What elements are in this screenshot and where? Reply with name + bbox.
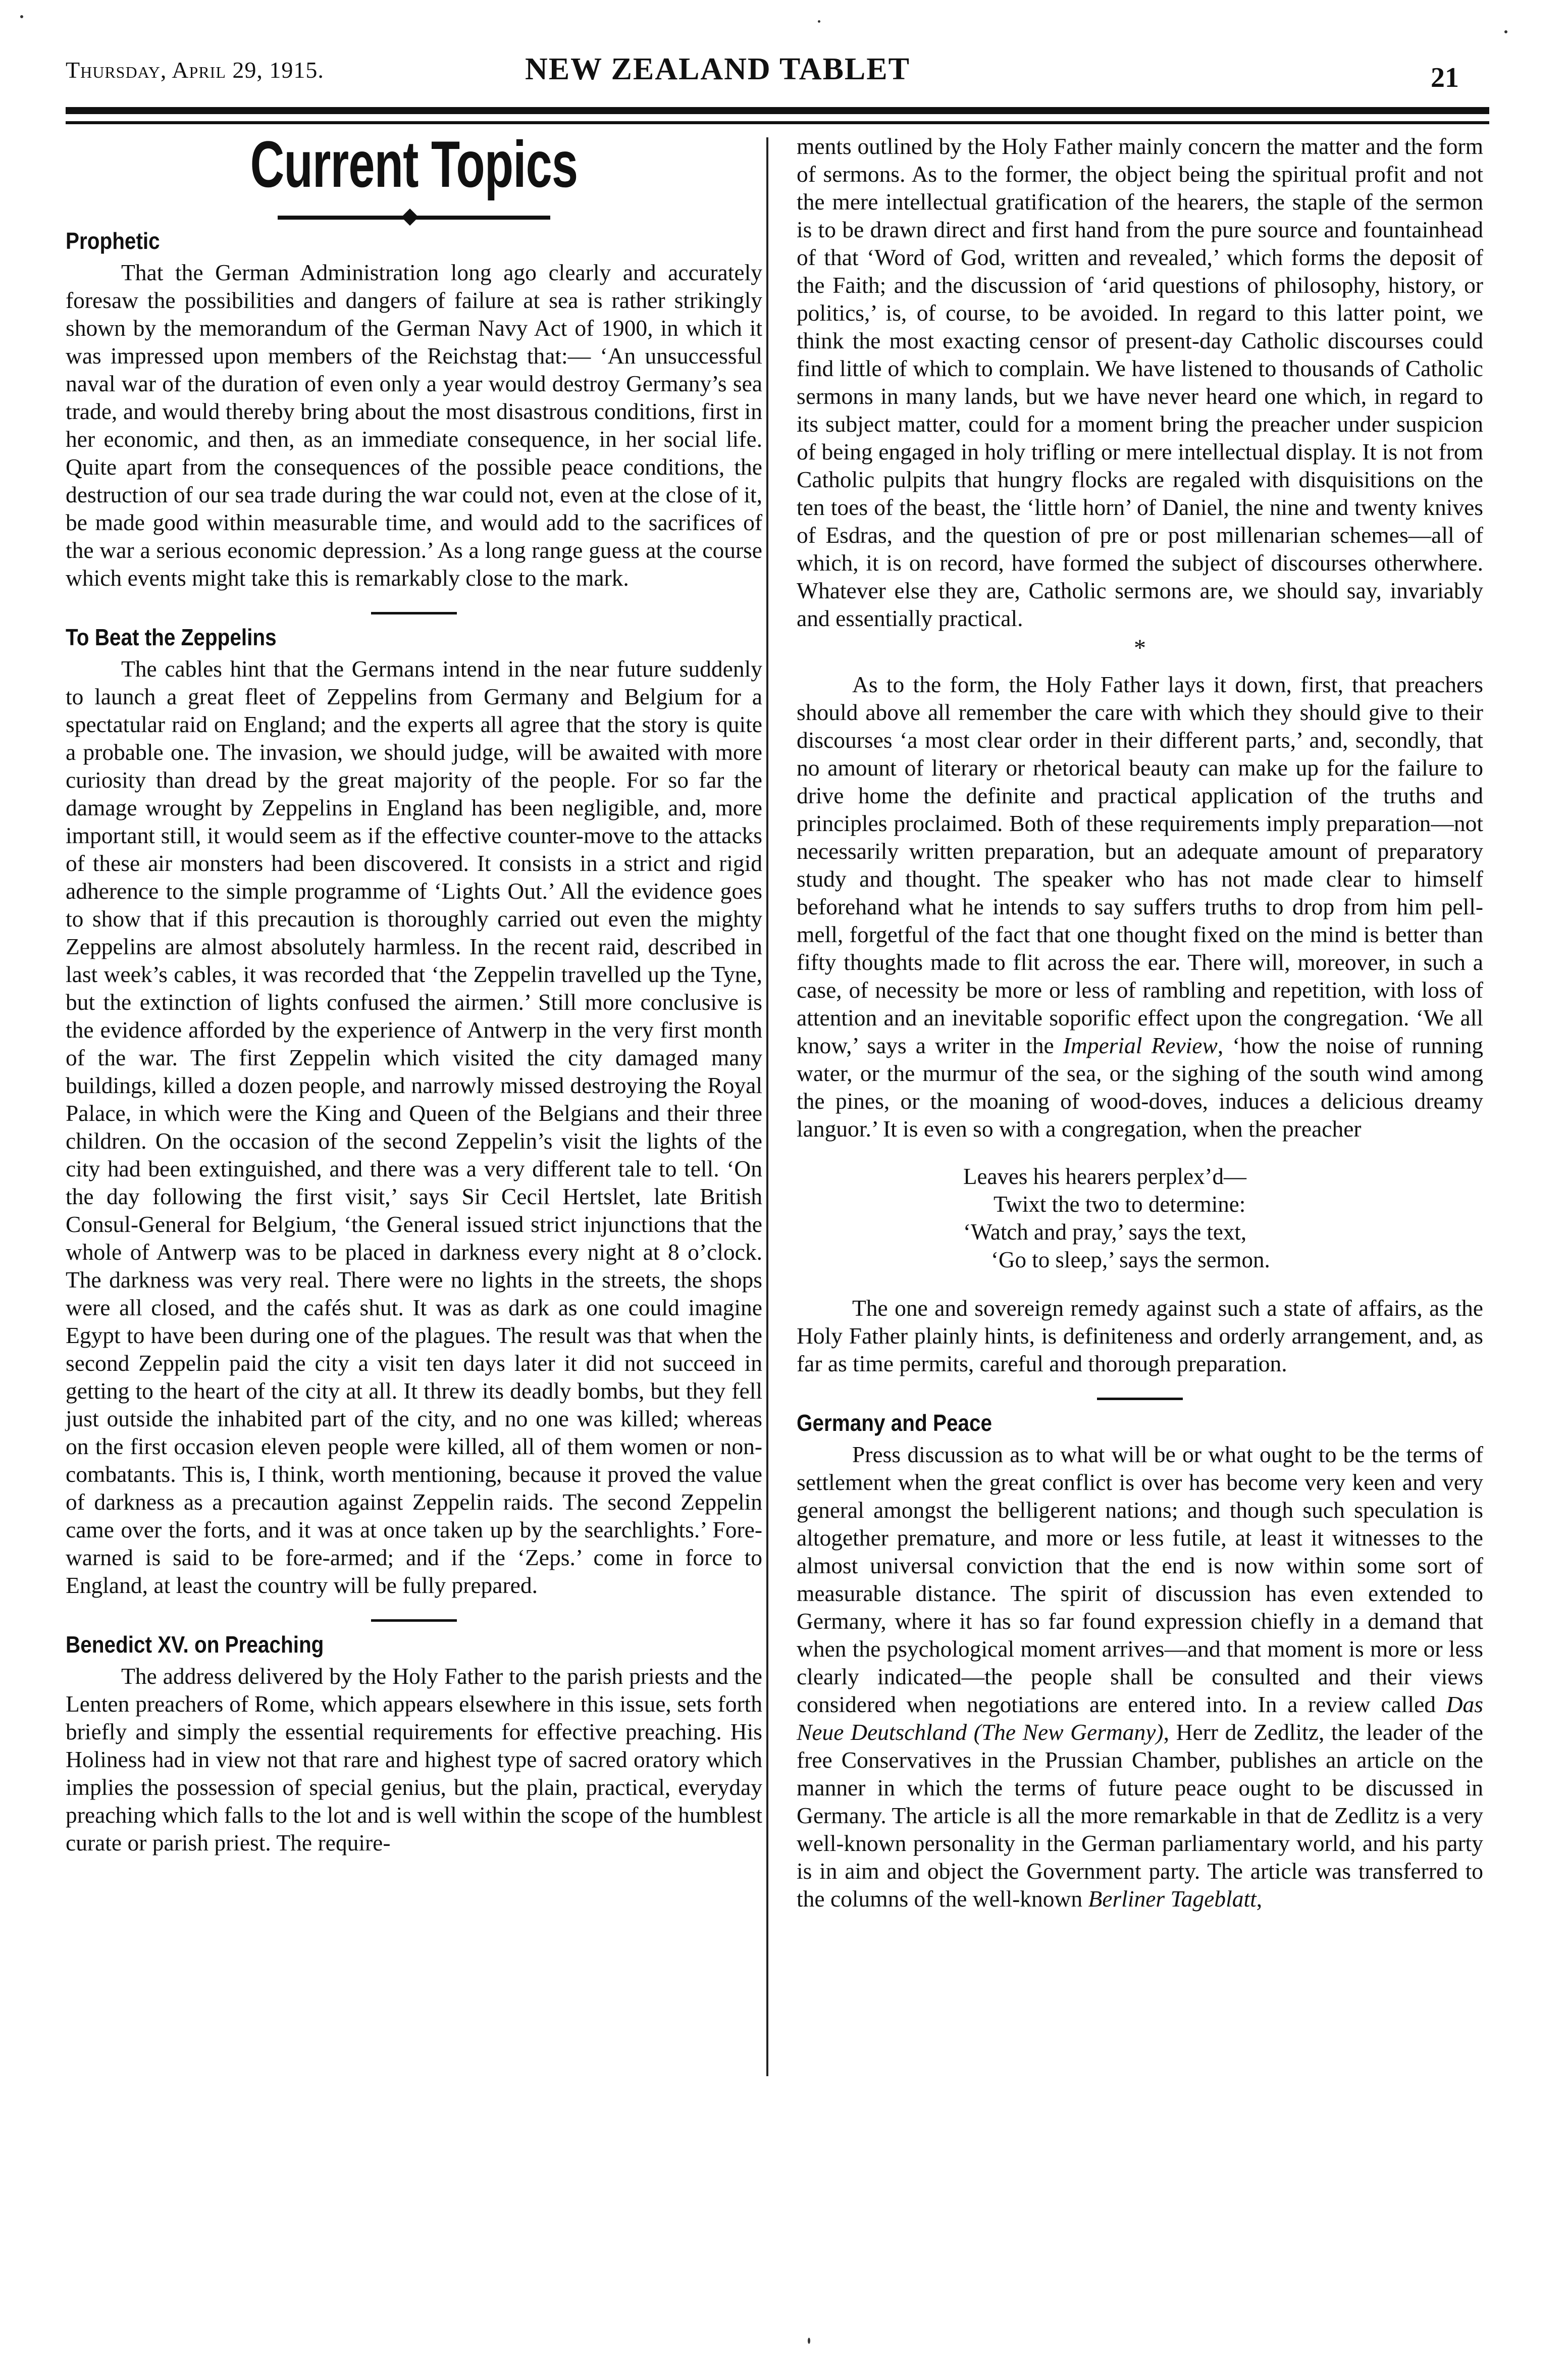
page-title: Current Topics bbox=[250, 127, 578, 201]
asterisk-divider: * bbox=[1134, 635, 1146, 661]
verse-line: Leaves his hearers perplex’d— bbox=[963, 1164, 1247, 1189]
section-heading: Benedict XV. on Preaching bbox=[66, 1631, 324, 1658]
publication-name-italic: Berliner Tageblatt bbox=[1088, 1886, 1257, 1912]
right-column bbox=[797, 132, 1483, 1913]
masthead bbox=[66, 50, 1489, 106]
paragraph-text: , ‘how the noise of running water, or the murmur of the sea, or the sighing of the south wind among the pines, or the moaning of wood-doves, induces a delicious dreamy languor.’ It is even so with a congregation, when the preacher bbox=[797, 1033, 1483, 1142]
publication-name-italic: Imperial Review bbox=[1063, 1033, 1218, 1058]
masthead-rule-thin bbox=[66, 121, 1489, 124]
article-paragraph: That the German Administration long ago clearly and accurately foresaw the possibilities and dangers of failure at sea is rather strikingly shown by the memorandum of the German Navy Act of 1900, in which it was impressed upon members of the Reichstag that:— ‘An unsuccessful naval war of the duration of even only a year would destroy Germany’s sea trade, and would thereby bring about the most disastrous conditions, first in her economic, and then, as an immediate consequence, in her social life. Quite apart from the consequences of the possible peace conditions, the destruction of our sea trade during the war could not, even at the close of it, be made good within measurable time, and would add to the sacrifices of the war a serious economic depression.’ As a long range guess at the course which events might take this is remarkably close to the mark. bbox=[66, 260, 762, 591]
section-separator bbox=[1097, 1398, 1183, 1400]
section-heading: To Beat the Zeppelins bbox=[66, 624, 277, 650]
article-benedict-xv-on-preaching bbox=[66, 1631, 762, 1857]
masthead-rule-thick bbox=[66, 107, 1489, 114]
diamond-ornament-icon bbox=[401, 209, 419, 226]
publication-name-italic: Das Neue Deutschland (The New Germany) bbox=[797, 1691, 1483, 1745]
paragraph-text: As to the form, the Holy Father lays it down, first, that preachers should above all remember the care with which they should give to their discourses ‘a most clear order in their different parts,’ and, secondly, that no amount of literary or rhetorical beauty can make up for the failure to drive home the definite and practical application of the truths and principles proclaimed. Both of these requirements imply preparation—not necessarily written preparation, but an adequate amount of preparatory study and thought. The speaker who has not made clear to himself beforehand what he intends to say suffers truths to drop from him pell-mell, forgetful of the fact that one thought fixed on the mind is better than fifty thoughts made to flit across the ear. There will, moreover, in such a case, of necessity be more or less of rambling and repetition, with loss of attention and an inevitable soporific effect upon the congregation. ‘We all know,’ says a writer in the bbox=[797, 672, 1483, 1058]
paragraph-text: , bbox=[1256, 1886, 1263, 1912]
scan-speck bbox=[818, 20, 820, 23]
article-paragraph: The one and sovereign remedy against such a state of affairs, as the Holy Father plainly hints, is definiteness and orderly arrangement, and, as far as time permits, careful and thorough preparation. bbox=[797, 1295, 1483, 1376]
page-number: 21 bbox=[1431, 62, 1459, 93]
article-paragraph-continued: ments outlined by the Holy Father mainly concern the matter and the form of sermons. As to the former, the object being the spiritual profit and not the mere intellectual gratification of the hearers, the staple of the sermon is to be drawn direct and first hand from the pure source and fountainhead of that ‘Word of God, written and revealed,’ which forms the deposit of the Faith; and the discussion of ‘arid questions of philosophy, history, or politics,’ is, of course, to be avoided. In regard to this latter point, we think the most exacting censor of present-day Catholic discourses could find little of which to complain. We have listened to thousands of Catholic sermons in many lands, but we have never heard one which, in regard to its subject matter, could for a moment bring the preacher under suspicion of being engaged in holy trifling or mere intellectual display. It is not from Catholic pulpits that hungry flocks are regaled with disquisitions on the ten toes of the beast, the ‘little horn’ of Daniel, the nine and twenty knives of Esdras, and the question of pre or post millenarian schemes—all of which, it is on record, have formed the subject of discourses otherwhere. Whatever else they are, Catholic sermons are, we should say, invariably and essentially practical. bbox=[797, 133, 1483, 631]
verse-line: ‘Go to sleep,’ says the sermon. bbox=[991, 1247, 1270, 1272]
publication-title: NEW ZEALAND TABLET bbox=[525, 52, 910, 86]
scan-speck bbox=[1504, 30, 1507, 33]
section-heading: Germany and Peace bbox=[797, 1410, 992, 1436]
scan-speck bbox=[808, 2338, 810, 2344]
section-separator bbox=[371, 612, 457, 614]
article-germany-and-peace bbox=[797, 1409, 1483, 1913]
article-prophetic bbox=[66, 227, 762, 592]
paragraph-text: Press discussion as to what will be or what ought to be the terms of settlement when the great conflict is over has become very keen and very general amongst the belligerent nations; and though such speculation is altogether premature, and more or less futile, at least it witnesses to the almost universal conviction that the end is now within some sort of measurable distance. The spirit of discussion has even extended to Germany, where it has so far found expression chiefly in a demand that when the psychological moment arrives—and that moment is more or less clearly indicated—the people shall be consulted and their views considered when negotiations are entered into. In a review called bbox=[797, 1442, 1483, 1717]
section-heading: Prophetic bbox=[66, 228, 160, 254]
scan-speck bbox=[20, 15, 23, 18]
column-divider bbox=[766, 137, 768, 2076]
article-to-beat-the-zeppelins bbox=[66, 624, 762, 1599]
title-ornament-rule bbox=[278, 213, 550, 221]
section-separator bbox=[371, 1619, 457, 1622]
article-paragraph: The cables hint that the Germans intend in the near future suddenly to launch a great fleet of Zeppelins from Germany and Belgium for a spectatular raid on England; and the experts all agree that the story is quite a probable one. The invasion, we should judge, will be awaited with more curiosity than dread by the great majority of the people. For so far the damage wrought by Zeppelins in England has been negligible, and, more important still, it would seem as if the effective counter-move to the attacks of these air monsters had been discovered. It consists in a strict and rigid adherence to the simple programme of ‘Lights Out.’ All the evidence goes to show that if this precaution is thoroughly carried out even the mighty Zeppelins are almost absolutely harmless. In the recent raid, described in last week’s cables, it was recorded that ‘the Zeppelin travelled up the Tyne, but the extinction of lights confused the airmen.’ Still more conclusive is the evidence afforded by the experience of Antwerp in the very first month of the war. The first Zeppelin which visited the city damaged many buildings, killed a dozen people, and narrowly missed destroying the Royal Palace, in which were the King and Queen of the Belgians and their three children. On the occasion of the second Zeppelin’s visit the lights of the city had been extinguished, and there was a very different tale to tell. ‘On the day following the first visit,’ says Sir Cecil Hertslet, late British Consul-General for Belgium, ‘the General issued strict injunctions that the whole of Antwerp was to be placed in darkness every night at 8 o’clock. The darkness was very real. There were no lights in the streets, the shops were all closed, and the cafés shut. It was as dark as one could imagine Egypt to have been during one of the plagues. The result was that when the second Zeppelin paid the city a visit ten days later it did not succeed in getting to the heart of the city at all. It threw its deadly bombs, but they fell just outside the inhabited part of the city, and no one was killed; whereas on the first occasion eleven people were killed, all of them women or non-combatants. This is, I think, worth mentioning, because it proved the value of darkness as a precaution against Zeppelin raids. The second Zeppelin came over the forts, and it was at once taken up by the searchlights.’ Fore-warned is said to be fore-armed; and if the ‘Zeps.’ come in force to England, at least the country will be fully prepared. bbox=[66, 656, 762, 1598]
article-paragraph: The address delivered by the Holy Father to the parish priests and the Lenten preachers of Rome, which appears elsewhere in this issue, sets forth briefly and simply the essential requirements for effective preaching. His Holiness had in view not that rare and highest type of sacred oratory which implies the possession of special genius, but the plain, practical, everyday preaching which falls to the lot and is well within the scope of the humblest curate or parish priest. The require- bbox=[66, 1663, 762, 1856]
article-paragraph bbox=[797, 1440, 1483, 1913]
verse-line: ‘Watch and pray,’ says the text, bbox=[963, 1219, 1247, 1245]
paragraph-text: , Herr de Zedlitz, the leader of the free Conservatives in the Prussian Chamber, publishes an article on the manner in which the terms of future peace ought to be discussed in Germany. The article is all the more remarkable in that de Zedlitz is a very well-known personality in the German parliamentary world, and his party is in aim and object the Government party. The article was transferred to the columns of the well-known bbox=[797, 1719, 1483, 1912]
verse-quote bbox=[797, 1163, 1483, 1274]
left-column bbox=[66, 126, 762, 1857]
article-paragraph bbox=[797, 671, 1483, 1143]
issue-date: Thursday, April 29, 1915. bbox=[66, 57, 324, 83]
verse-line: Twixt the two to determine: bbox=[994, 1192, 1246, 1217]
